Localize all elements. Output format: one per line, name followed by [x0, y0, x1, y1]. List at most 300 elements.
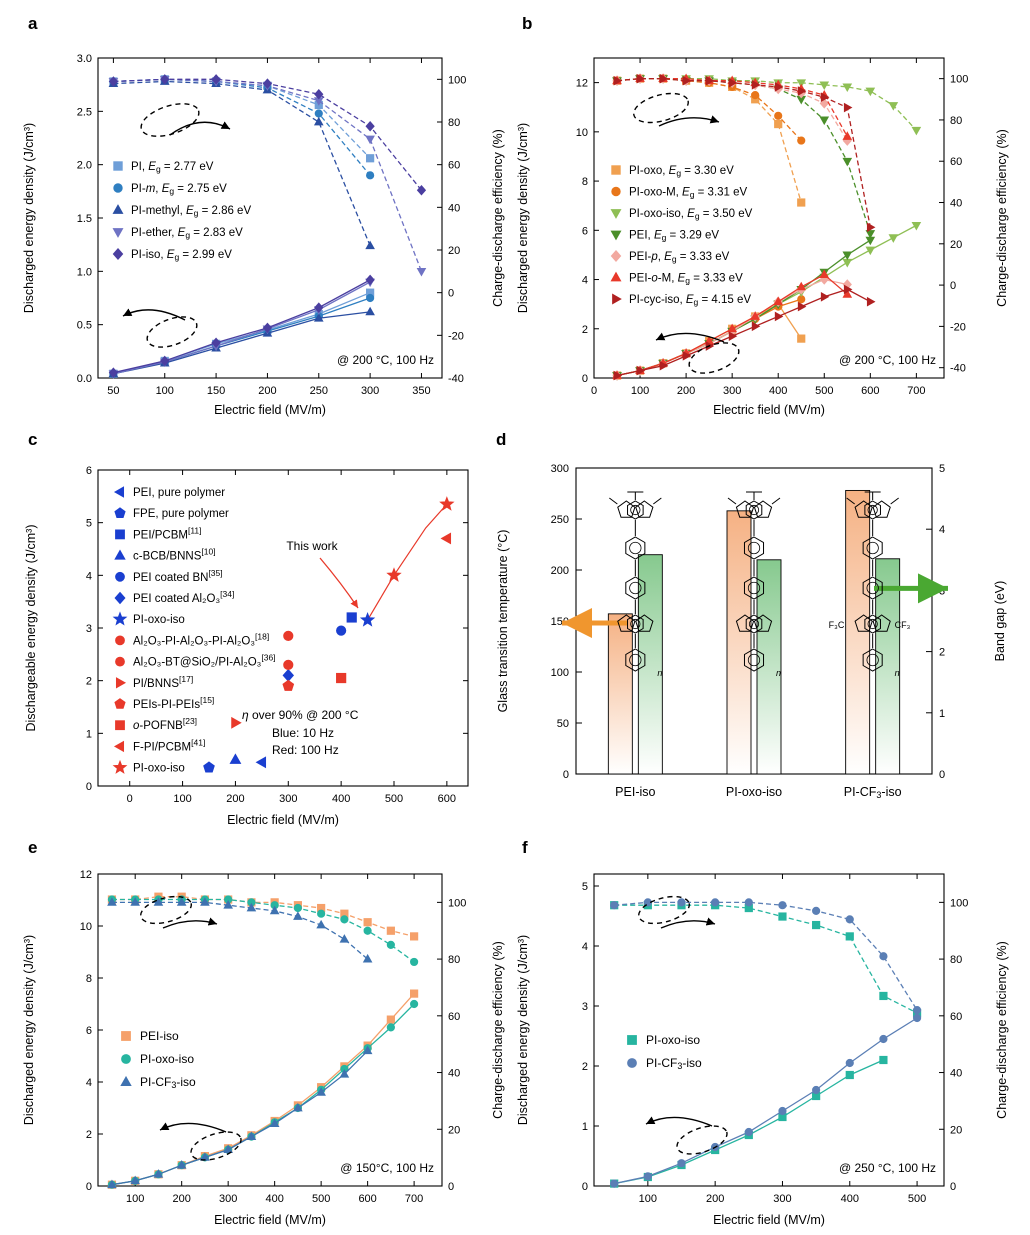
molecule-ring: [636, 501, 653, 517]
data-point-marker: [114, 613, 126, 625]
y2-tick-label: 80: [448, 117, 461, 129]
data-point-marker: [798, 335, 805, 342]
y-tick-label: 0.0: [76, 373, 92, 385]
x-tick-label: 300: [218, 1193, 238, 1205]
data-point-marker: [284, 631, 293, 640]
x-tick-label: 400: [331, 793, 351, 805]
bandgap-bar: [876, 559, 900, 774]
data-point-marker: [889, 235, 897, 242]
x-tick-label: 500: [815, 385, 834, 397]
y2-axis-title: Charge-discharge efficiency (%): [995, 129, 1009, 307]
data-point-marker: [115, 593, 125, 604]
data-point-marker: [628, 1059, 637, 1068]
panel-e: [20, 840, 510, 1230]
y2-axis-title: Charge-discharge efficiency (%): [491, 941, 505, 1119]
panel-a: [20, 20, 510, 420]
x-tick-label: 350: [412, 385, 431, 397]
data-point-marker: [752, 92, 759, 99]
y-tick-label: 12: [79, 869, 92, 881]
data-point-marker: [230, 754, 240, 763]
x-axis-title: Electric field (MV/m): [227, 813, 339, 827]
data-point-marker: [341, 916, 348, 923]
data-point-marker: [367, 172, 374, 179]
data-point-marker: [366, 242, 374, 249]
condition-annotation: @ 200 °C, 100 Hz: [336, 353, 434, 367]
x-tick-label: 400: [769, 385, 788, 397]
data-point-marker: [813, 907, 820, 914]
data-point-marker: [678, 899, 685, 906]
data-point-marker: [315, 110, 322, 117]
y2-tick-label: 0: [950, 280, 957, 293]
x-axis-title: Electric field (MV/m): [713, 1213, 825, 1227]
data-point-marker: [846, 1059, 853, 1066]
y2-tick-label: -40: [448, 373, 464, 385]
data-point-marker: [820, 117, 828, 124]
data-point-marker: [880, 953, 887, 960]
y-tick-label: 4: [581, 941, 588, 953]
y2-tick-label: 20: [950, 238, 963, 251]
y2-tick-label: 5: [939, 463, 946, 475]
y2-tick-label: 1: [939, 707, 946, 720]
data-point-marker: [337, 673, 346, 682]
legend-entry-label: PEI coated BN[35]: [133, 567, 223, 584]
data-point-marker: [866, 88, 874, 95]
x-axis-title: Electric field (MV/m): [214, 1213, 326, 1227]
this-work-annotation: This work: [286, 539, 338, 553]
data-point-marker: [628, 1036, 637, 1045]
y-axis-title: Discharged energy density (J/cm³): [22, 934, 36, 1126]
y-tick-label: 200: [550, 565, 569, 577]
y-tick-label: 8: [581, 176, 588, 189]
data-point-marker: [843, 158, 851, 165]
legend-entry-label: PI-oxo-iso: [133, 614, 185, 627]
data-point-marker: [798, 137, 805, 144]
data-point-marker: [366, 136, 374, 143]
x-tick-label: 100: [630, 385, 650, 397]
y-tick-label: 1: [85, 728, 92, 741]
molecule-ring: [754, 501, 771, 517]
data-point-marker: [644, 1173, 651, 1180]
legend-entry-label: FPE, pure polymer: [133, 508, 229, 521]
data-point-marker: [678, 1160, 685, 1167]
legend-entry-label: Al₂O₃-BT@SiO₂/PI-Al₂O₃[36]: [133, 652, 276, 669]
data-point-marker: [779, 902, 786, 909]
y-tick-label: 0: [581, 373, 588, 385]
x-tick-label: 200: [258, 385, 277, 397]
energy-series-line: [113, 280, 370, 373]
data-point-marker: [115, 742, 124, 752]
data-point-marker: [821, 293, 828, 301]
y-tick-label: 4: [85, 1077, 92, 1089]
y-tick-label: 3: [85, 623, 92, 635]
y2-tick-label: 40: [448, 1067, 461, 1080]
legend-entry-label: PI-iso, Eg = 2.99 eV: [131, 249, 232, 263]
data-point-marker: [846, 933, 853, 940]
data-point-marker: [843, 252, 851, 259]
y2-tick-label: 40: [950, 1067, 963, 1080]
data-point-marker: [880, 1035, 887, 1042]
x-tick-label: 200: [676, 385, 696, 397]
y2-axis-title: Charge-discharge efficiency (%): [491, 129, 505, 307]
y2-tick-label: 60: [950, 156, 963, 169]
data-point-marker: [611, 1180, 618, 1187]
data-point-marker: [114, 162, 122, 170]
x-tick-label: 100: [173, 793, 192, 805]
x-tick-label: 700: [907, 385, 926, 397]
data-point-marker: [880, 992, 887, 999]
x-axis-title: Electric field (MV/m): [713, 403, 825, 417]
y2-tick-label: -20: [950, 321, 966, 334]
efficiency-series-line: [113, 79, 370, 158]
legend-entry-label: PEI-o-M, Eg = 3.33 eV: [629, 272, 743, 286]
molecule-ring: [626, 537, 645, 559]
data-point-marker: [114, 184, 122, 192]
data-point-marker: [775, 112, 782, 119]
legend-entry-label: PEI coated Al₂O₃[34]: [133, 589, 235, 605]
energy-series-line: [113, 293, 370, 374]
this-work-trend: [368, 504, 447, 620]
condition-annotation: @ 200 °C, 100 Hz: [838, 353, 936, 367]
panel-d: [492, 432, 1014, 832]
y-tick-label: 4: [581, 274, 588, 287]
energy-series-line: [112, 994, 414, 1185]
data-point-marker: [364, 927, 371, 934]
data-point-marker: [889, 103, 897, 110]
data-point-marker: [116, 678, 125, 688]
data-point-marker: [367, 294, 374, 301]
efficiency-series-line: [617, 79, 916, 131]
x-tick-label: 100: [155, 385, 174, 397]
efficiency-series-line: [614, 902, 917, 1010]
y-tick-label: 4: [85, 570, 92, 583]
data-point-marker: [364, 919, 371, 926]
repeat-unit-label: n: [657, 668, 663, 678]
data-point-marker: [611, 231, 620, 239]
x-tick-label: 600: [437, 793, 457, 805]
y-axis-title: Discharged energy density (J/cm³): [516, 934, 530, 1126]
y-tick-label: 1.0: [76, 266, 92, 279]
data-point-marker: [116, 636, 125, 645]
data-point-marker: [284, 660, 293, 669]
data-point-marker: [866, 237, 874, 244]
cf3-right-label: CF₃: [894, 620, 911, 630]
y-tick-label: 2: [581, 1061, 588, 1073]
data-point-marker: [366, 308, 374, 315]
y-tick-label: 1.5: [76, 213, 92, 225]
y-tick-label: 6: [581, 225, 588, 238]
category-label: PI-oxo-iso: [725, 785, 783, 799]
data-point-marker: [813, 1086, 820, 1093]
molecule-ring: [746, 501, 762, 519]
data-point-marker: [613, 294, 621, 303]
molecule-ring: [873, 501, 890, 517]
data-point-marker: [913, 1007, 920, 1014]
y2-tick-label: 0: [939, 769, 946, 781]
data-point-marker: [611, 902, 618, 909]
condition-annotation: @ 250 °C, 100 Hz: [838, 1161, 936, 1175]
panel-label-c: c: [28, 430, 38, 449]
y-axis-title: Dischargeable energy density (J/cm³): [24, 524, 38, 732]
x-tick-label: 600: [358, 1193, 377, 1205]
data-point-marker: [115, 699, 125, 709]
x-tick-label: 300: [773, 1193, 792, 1205]
y2-tick-label: 20: [950, 1124, 963, 1137]
molecule-ring: [628, 501, 644, 519]
data-point-marker: [340, 935, 348, 942]
legend-entry-label: PI-oxo-iso: [646, 1033, 701, 1047]
panel-c: [20, 432, 490, 832]
data-point-marker: [611, 273, 620, 281]
legend-entry-label: PI-oxo-iso: [133, 762, 185, 775]
bandgap-bar: [638, 555, 662, 774]
legend-entry-label: PI-oxo-iso: [140, 1052, 195, 1066]
y-tick-label: 0: [562, 769, 569, 781]
x-tick-label: 150: [206, 385, 226, 397]
data-point-marker: [418, 268, 426, 275]
panel-label-d: d: [496, 430, 507, 449]
y2-axis-title: Charge-discharge efficiency (%): [995, 941, 1009, 1119]
energy-series-line: [112, 1051, 368, 1185]
data-point-marker: [912, 127, 920, 134]
y2-tick-label: 0: [448, 287, 455, 300]
data-point-marker: [867, 298, 874, 306]
data-point-marker: [866, 247, 874, 254]
legend-entry-label: c-BCB/BNNS[10]: [133, 546, 216, 563]
data-point-marker: [115, 508, 125, 518]
y2-tick-label: 3: [939, 585, 946, 598]
data-point-marker: [775, 120, 782, 127]
data-point-marker: [283, 680, 293, 690]
y2-tick-label: -40: [950, 362, 966, 375]
data-point-marker: [798, 303, 805, 311]
y2-tick-label: 40: [448, 202, 461, 215]
y-tick-label: 300: [550, 463, 569, 475]
legend-entry-label: PI-methyl, Eg = 2.86 eV: [131, 205, 252, 219]
data-point-marker: [116, 721, 125, 730]
x-tick-label: 300: [722, 385, 742, 397]
x-tick-label: 600: [861, 385, 880, 397]
efficiency-series-line: [617, 79, 870, 228]
data-point-marker: [880, 1056, 887, 1063]
x-axis-title: Electric field (MV/m): [214, 403, 326, 417]
legend-entry-label: PI-oxo-iso, Eg = 3.50 eV: [629, 208, 753, 222]
data-point-marker: [442, 533, 451, 543]
data-point-marker: [779, 913, 786, 920]
data-point-marker: [337, 626, 346, 635]
y-tick-label: 3: [581, 1001, 588, 1013]
data-point-marker: [775, 313, 782, 321]
y-tick-label: 3.0: [76, 53, 92, 65]
legend-entry-label: PI, Eg = 2.77 eV: [131, 161, 214, 175]
energy-series-line: [113, 282, 370, 374]
cf3-left-label: F₃C: [828, 620, 845, 630]
y2-tick-label: 80: [950, 954, 963, 967]
x-tick-label: 200: [705, 1193, 725, 1205]
repeat-unit-label: n: [776, 668, 782, 678]
panel-f: [514, 840, 1014, 1230]
data-point-marker: [779, 1107, 786, 1114]
y2-tick-label: 100: [950, 73, 969, 86]
y2-tick-label: 80: [448, 954, 461, 967]
legend-entry-label: PEI, pure polymer: [133, 487, 226, 499]
panel-label-f: f: [522, 838, 528, 857]
x-tick-label: 400: [840, 1193, 859, 1205]
y2-tick-label: 0: [448, 1181, 455, 1193]
x-tick-label: 400: [265, 1193, 284, 1205]
efficiency-series-line: [112, 902, 368, 959]
y-axis-title: Glass transition temperature (°C): [496, 529, 510, 713]
y2-tick-label: 60: [950, 1010, 963, 1023]
panel-b: [514, 20, 1014, 420]
data-point-marker: [611, 210, 620, 218]
y-tick-label: 12: [575, 77, 588, 90]
panel-label-a: a: [28, 14, 38, 33]
y2-tick-label: 20: [448, 1124, 461, 1137]
data-point-marker: [122, 1055, 131, 1064]
tg-bar: [608, 614, 632, 774]
data-point-marker: [411, 933, 418, 940]
x-tick-label: 100: [126, 1193, 145, 1205]
data-point-marker: [113, 205, 122, 213]
x-tick-label: 500: [907, 1193, 927, 1205]
legend-entry-label: F-PI/PCBM[41]: [133, 737, 206, 754]
data-point-marker: [912, 223, 920, 230]
efficiency-series-line: [617, 79, 801, 203]
panel-label-b: b: [522, 14, 533, 33]
data-point-marker: [204, 762, 214, 772]
data-point-marker: [411, 990, 418, 997]
data-point-marker: [387, 1016, 394, 1023]
y-tick-label: 0.5: [76, 319, 92, 332]
tg-bar: [846, 490, 870, 774]
data-point-marker: [388, 569, 401, 581]
y-tick-label: 150: [550, 616, 569, 628]
legend-entry-label: PI-m, Eg = 2.75 eV: [131, 183, 227, 197]
y-tick-label: 8: [85, 973, 92, 985]
y-tick-label: 10: [575, 126, 588, 139]
y-tick-label: 2.5: [76, 106, 92, 119]
molecule-ring: [618, 501, 635, 517]
legend-entry-label: PI/BNNS[17]: [133, 673, 194, 690]
y-tick-label: 5: [581, 881, 588, 893]
y-tick-label: 2: [581, 323, 588, 336]
legend-entry-label: o-POFNB[23]: [133, 716, 198, 733]
y2-axis-title: Band gap (eV): [993, 580, 1007, 662]
red-note: Red: 100 Hz: [272, 743, 339, 757]
legend-entry-label: PI-CF3-iso: [140, 1075, 196, 1091]
y-tick-label: 2: [85, 1129, 92, 1141]
data-point-marker: [315, 118, 323, 125]
x-tick-label: 500: [384, 793, 404, 805]
repeat-unit-label: n: [894, 668, 900, 678]
data-point-marker: [387, 941, 394, 948]
legend-entry-label: PI-ether, Eg = 2.83 eV: [131, 227, 243, 241]
data-point-marker: [367, 155, 374, 162]
efficiency-series-line: [113, 79, 421, 271]
legend-entry-label: PEI-p, Eg = 3.33 eV: [629, 251, 730, 265]
x-tick-label: 0: [590, 385, 598, 397]
data-point-marker: [115, 487, 124, 497]
data-point-marker: [612, 187, 620, 195]
data-point-marker: [846, 1071, 853, 1078]
legend-entry-label: PI-oxo-M, Eg = 3.31 eV: [629, 186, 748, 200]
data-point-marker: [115, 551, 125, 560]
y-tick-label: 1: [581, 1121, 588, 1133]
data-point-marker: [232, 718, 241, 728]
data-point-marker: [283, 670, 293, 682]
data-point-marker: [294, 904, 301, 911]
y-tick-label: 2: [85, 675, 92, 688]
category-label: PI-CF3-iso: [843, 785, 902, 801]
x-tick-label: 500: [311, 1193, 331, 1205]
efficiency-series-line: [614, 905, 917, 1013]
data-point-marker: [257, 757, 266, 767]
y-tick-label: 2.0: [76, 159, 92, 172]
legend-entry-label: Al₂O₃-PI-Al₂O₃-PI-Al₂O₃[18]: [133, 631, 270, 648]
y2-tick-label: 4: [939, 524, 946, 537]
y2-tick-label: 100: [448, 74, 467, 87]
y-tick-label: 0: [85, 781, 92, 793]
y2-tick-label: 80: [950, 114, 963, 127]
x-tick-label: 100: [638, 1193, 658, 1205]
data-point-marker: [113, 229, 122, 237]
data-point-marker: [752, 322, 759, 330]
data-point-marker: [843, 259, 851, 266]
legend-entry-label: PI-CF3-iso: [646, 1056, 702, 1072]
data-point-marker: [318, 910, 325, 917]
y-tick-label: 100: [550, 667, 569, 679]
y-tick-label: 10: [79, 921, 92, 933]
data-point-marker: [867, 223, 874, 231]
plot-frame: [594, 874, 944, 1186]
data-point-marker: [116, 657, 125, 666]
data-point-marker: [114, 761, 126, 773]
data-point-marker: [745, 1128, 752, 1135]
data-point-marker: [612, 166, 620, 174]
y2-tick-label: 0: [950, 1181, 957, 1193]
efficiency-note: η over 90% @ 200 °C: [242, 708, 359, 722]
y-tick-label: 6: [85, 1025, 92, 1037]
y-tick-label: 0: [581, 1181, 588, 1193]
y2-tick-label: 100: [950, 897, 969, 910]
y2-tick-label: 2: [939, 646, 946, 659]
data-point-marker: [913, 1014, 920, 1021]
data-point-marker: [361, 613, 374, 625]
y2-tick-label: 40: [950, 197, 963, 210]
data-point-marker: [121, 1077, 131, 1086]
data-point-marker: [116, 530, 125, 539]
data-point-marker: [441, 498, 454, 510]
data-point-marker: [611, 251, 620, 262]
y-tick-label: 0: [85, 1181, 92, 1193]
blue-note: Blue: 10 Hz: [272, 726, 335, 740]
data-point-marker: [411, 1000, 418, 1007]
data-point-marker: [712, 899, 719, 906]
legend-entry-label: PEI, Eg = 3.29 eV: [629, 229, 720, 243]
efficiency-group-circle: [137, 97, 203, 142]
x-tick-label: 250: [309, 385, 328, 397]
x-tick-label: 50: [107, 385, 120, 397]
y-tick-label: 6: [85, 465, 92, 477]
legend-entry-label: PI-oxo, Eg = 3.30 eV: [629, 165, 734, 179]
y2-tick-label: 20: [448, 245, 461, 257]
condition-annotation: @ 150°C, 100 Hz: [340, 1161, 434, 1175]
legend-entry-label: PI-cyc-iso, Eg = 4.15 eV: [629, 294, 752, 308]
y-tick-label: 250: [550, 514, 569, 526]
y-axis-title: Discharged energy density (J/cm³): [516, 122, 530, 314]
legend-entry-label: PEI-iso: [140, 1029, 179, 1043]
data-point-marker: [113, 249, 122, 260]
